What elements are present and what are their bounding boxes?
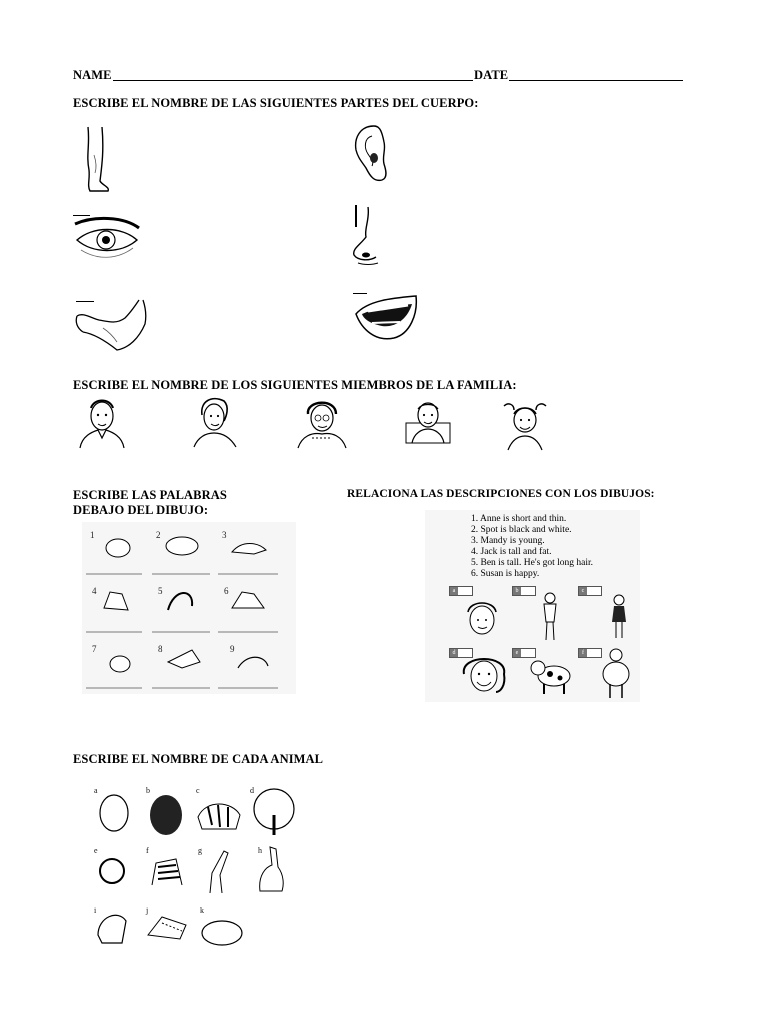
mouth-icon <box>354 294 420 344</box>
eye-icon <box>73 218 143 266</box>
short-girl-icon <box>608 594 630 642</box>
name-label: NAME <box>73 68 112 82</box>
item-number: 7 <box>92 644 97 654</box>
girl-face-icon <box>462 596 502 642</box>
grandfather-icon <box>404 397 452 445</box>
item-number: 8 <box>158 644 163 654</box>
item-number: 6 <box>224 586 229 596</box>
animal-letter: j <box>146 906 149 915</box>
description-1: 1. Anne is short and thin. <box>471 514 567 524</box>
grandmother-icon <box>296 396 348 448</box>
description-5: 5. Ben is tall. He's got long hair. <box>471 558 594 568</box>
fat-man-icon <box>600 648 632 700</box>
family-heading: ESCRIBE EL NOMBRE DE LOS SIGUIENTES MIEMBROS DE LA FAMILIA: <box>73 378 517 392</box>
item-number: 2 <box>156 530 161 540</box>
answer-box-c[interactable] <box>578 586 602 596</box>
nose-icon <box>348 205 388 267</box>
leg-icon <box>80 125 120 195</box>
description-3: 3. Mandy is young. <box>471 536 545 546</box>
animal-letter: c <box>196 786 200 795</box>
description-2: 2. Spot is black and white. <box>471 525 572 535</box>
bear-icon <box>100 795 128 831</box>
body-parts-heading: ESCRIBE EL NOMBRE DE LAS SIGUIENTES PARTES DEL CUERPO: <box>73 96 479 110</box>
date-field[interactable] <box>509 80 683 81</box>
name-field[interactable] <box>113 80 473 81</box>
tortoise-icon <box>166 537 198 555</box>
description-6: 6. Susan is happy. <box>471 569 540 579</box>
tall-man-icon <box>538 592 562 642</box>
lion-icon <box>100 859 124 883</box>
animals-heading: ESCRIBE EL NOMBRE DE CADA ANIMAL <box>73 752 324 766</box>
gorilla-icon <box>150 795 182 835</box>
dog-icon <box>526 656 578 696</box>
box-letter: f <box>579 649 587 657</box>
animal-letter: h <box>258 846 262 855</box>
answer-box-b[interactable] <box>512 586 536 596</box>
item-number: 5 <box>158 586 163 596</box>
kangaroo-icon <box>260 847 284 891</box>
box-letter: e <box>513 649 521 657</box>
animal-letter: k <box>200 906 204 915</box>
arm-icon <box>73 298 149 356</box>
animals-grid <box>90 785 300 951</box>
hippo-icon <box>202 921 242 945</box>
date-label: DATE <box>474 68 509 82</box>
item-number: 9 <box>230 644 235 654</box>
woman-face-icon <box>460 652 508 698</box>
rhino-icon <box>98 915 126 943</box>
animal-grid <box>82 522 296 694</box>
description-4: 4. Jack is tall and fat. <box>471 547 552 557</box>
animal-letter: d <box>250 786 254 795</box>
words-heading-line1: ESCRIBE LAS PALABRAS <box>73 488 227 502</box>
rabbit-icon <box>110 656 130 672</box>
mother-icon <box>190 395 240 447</box>
animal-letter: i <box>94 906 97 915</box>
girl-icon <box>500 400 550 450</box>
item-number: 1 <box>90 530 95 540</box>
animal-letter: f <box>146 846 149 855</box>
answer-box-f[interactable] <box>578 648 602 658</box>
animal-letter: a <box>94 786 98 795</box>
answer-box-a[interactable] <box>449 586 473 596</box>
item-number: 4 <box>92 586 97 596</box>
animal-letter: g <box>198 846 202 855</box>
match-heading: RELACIONA LAS DESCRIPCIONES CON LOS DIBUJOS: <box>347 488 655 500</box>
animal-letter: b <box>146 786 150 795</box>
box-letter: c <box>579 587 587 595</box>
item-number: 3 <box>222 530 227 540</box>
crocodile-icon <box>148 917 186 939</box>
animal-letter: e <box>94 846 98 855</box>
box-letter: a <box>450 587 458 595</box>
box-letter: d <box>450 649 458 657</box>
giraffe-icon <box>210 851 228 893</box>
answer-line[interactable] <box>73 215 90 216</box>
words-heading-line2: DEBAJO DEL DIBUJO: <box>73 503 209 517</box>
box-letter: b <box>513 587 521 595</box>
ear-icon <box>352 122 392 184</box>
father-icon <box>76 396 128 448</box>
hamster-icon <box>106 539 130 557</box>
